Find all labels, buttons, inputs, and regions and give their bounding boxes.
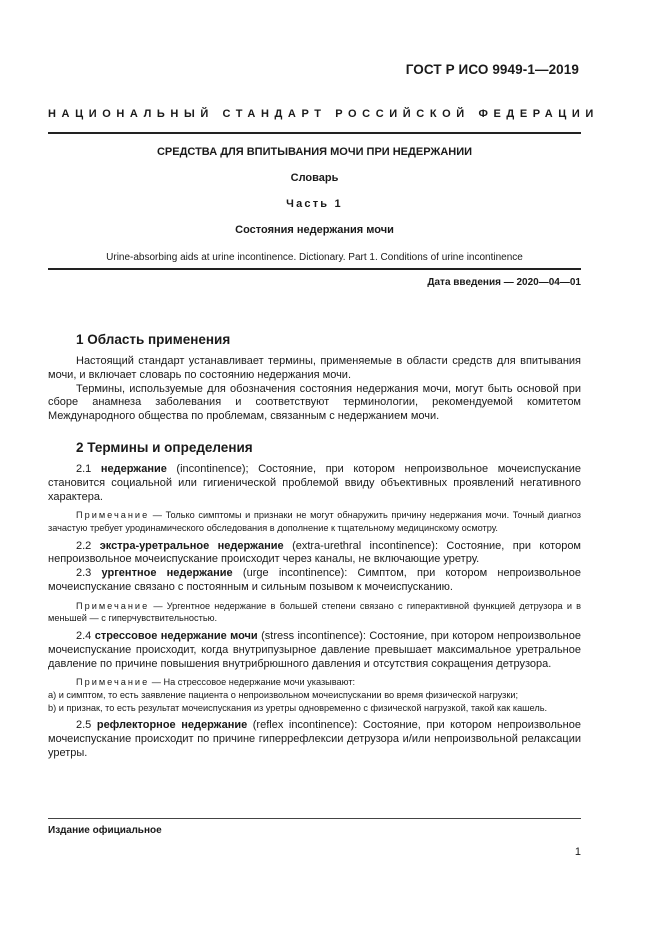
section-1-paragraph-2: Термины, используемые для обозначения состояния недержания мочи, могут быть основой при сборе анамнеза заболевания и соответствуют терминологии, рекомендуемой комитетом Международного общества по проблемам, связанным с недержанием мочи. (48, 382, 581, 423)
title-block (48, 146, 581, 263)
term-2-3 (48, 567, 581, 595)
footer-divider (48, 818, 581, 819)
term-2-5 (48, 719, 581, 760)
term-2-4 (48, 630, 581, 671)
english-title: Urine-absorbing aids at urine incontinence. Dictionary. Part 1. Conditions of urine incontinence (106, 252, 523, 263)
note-text: — Только симптомы и признаки не могут обнаружить причину недержания мочи. Точный диагноз зачастую требует уродинамического обследования в дополнение к тщательному медицинскому осмотру. (48, 510, 581, 533)
term-definition: (reflex incontinence): Состояние, при котором непроизвольное мочеиспускание происходит по причине гиперрефлексии детрузора и/или непроизвольной релаксации уретры. (48, 719, 581, 759)
term-definition: (stress incontinence): Состояние, при котором непроизвольное мочеиспускание происходит, когда внутрипузырное давление превышает максимальное уретральное давление по причине повышения внутрибрюшного давления и отсутствия сокращения детрузора. (48, 629, 581, 670)
title-divider (48, 268, 581, 270)
term-number: 2.5 (76, 719, 92, 732)
term-number: 2.2 (76, 539, 92, 552)
term-name: ургентное недержание (101, 567, 233, 580)
term-2-1 (48, 463, 581, 504)
term-definition: (incontinence); Состояние, при котором непроизвольное мочеиспускание становится социальной или гигиенической проблемой ввиду объективных проявлений негативного характера. (48, 462, 581, 503)
national-standard-banner: НАЦИОНАЛЬНЫЙ СТАНДАРТ РОССИЙСКОЙ ФЕДЕРАЦИИ (48, 108, 599, 120)
note-label: Примечание (76, 677, 150, 688)
note-2-4 (48, 676, 581, 689)
subtitle: Словарь (290, 172, 339, 184)
introduction-date: Дата введения — 2020—04—01 (427, 277, 581, 288)
part-name: Состояния недержания мочи (235, 224, 394, 236)
edition-label: Издание официальное (48, 825, 162, 836)
term-definition: (urge incontinence): Симптом, при котором непроизвольное мочеиспускание связано с постоянным и сильным позывом к мочеиспусканию. (48, 567, 581, 593)
term-number: 2.1 (76, 462, 92, 475)
term-name: рефлекторное недержание (96, 719, 248, 732)
top-divider (48, 132, 581, 134)
term-number: 2.4 (76, 629, 92, 642)
page-number: 1 (574, 846, 581, 858)
note-2-4-item-b: b) и признак, то есть результат мочеиспускания из уретры одновременно с физической нагрузкой, такой как кашель. (48, 702, 548, 713)
term-definition: (extra-urethral incontinence): Состояние, при котором непроизвольное мочеиспускание происходит через каналы, не включающие уретру. (48, 539, 581, 566)
term-name: экстра-уретральное недержание (99, 539, 284, 552)
term-name: стрессовое недержание мочи (94, 629, 258, 642)
document-code: ГОСТ Р ИСО 9949-1—2019 (405, 62, 579, 77)
note-text: — Ургентное недержание в большей степени связано с гиперактивной функцией детрузора и в меньшей — с гиперчувствительностью. (48, 600, 581, 624)
section-1-heading: 1 Область применения (76, 332, 231, 347)
term-2-2 (48, 540, 581, 568)
note-2-3 (48, 600, 581, 625)
document-body (48, 332, 581, 761)
note-text: — На стрессовое недержание мочи указывают: (149, 677, 356, 688)
term-name: недержание (100, 462, 167, 475)
term-number: 2.3 (76, 567, 92, 580)
section-2-heading: 2 Термины и определения (76, 439, 253, 455)
note-label: Примечание (76, 600, 150, 611)
note-2-4-item-a: а) и симптом, то есть заявление пациента о непроизвольном мочеиспускании во время физической нагрузки; (48, 689, 519, 700)
main-title: СРЕДСТВА ДЛЯ ВПИТЫВАНИЯ МОЧИ ПРИ НЕДЕРЖАНИИ (156, 146, 473, 158)
note-label: Примечание (76, 510, 150, 521)
note-2-1 (48, 509, 581, 534)
part-label: Часть 1 (286, 198, 343, 210)
section-1-paragraph-1: Настоящий стандарт устанавливает термины, применяемые в области средств для впитывания мочи, и включает словарь по состоянию недержания мочи. (48, 355, 581, 381)
